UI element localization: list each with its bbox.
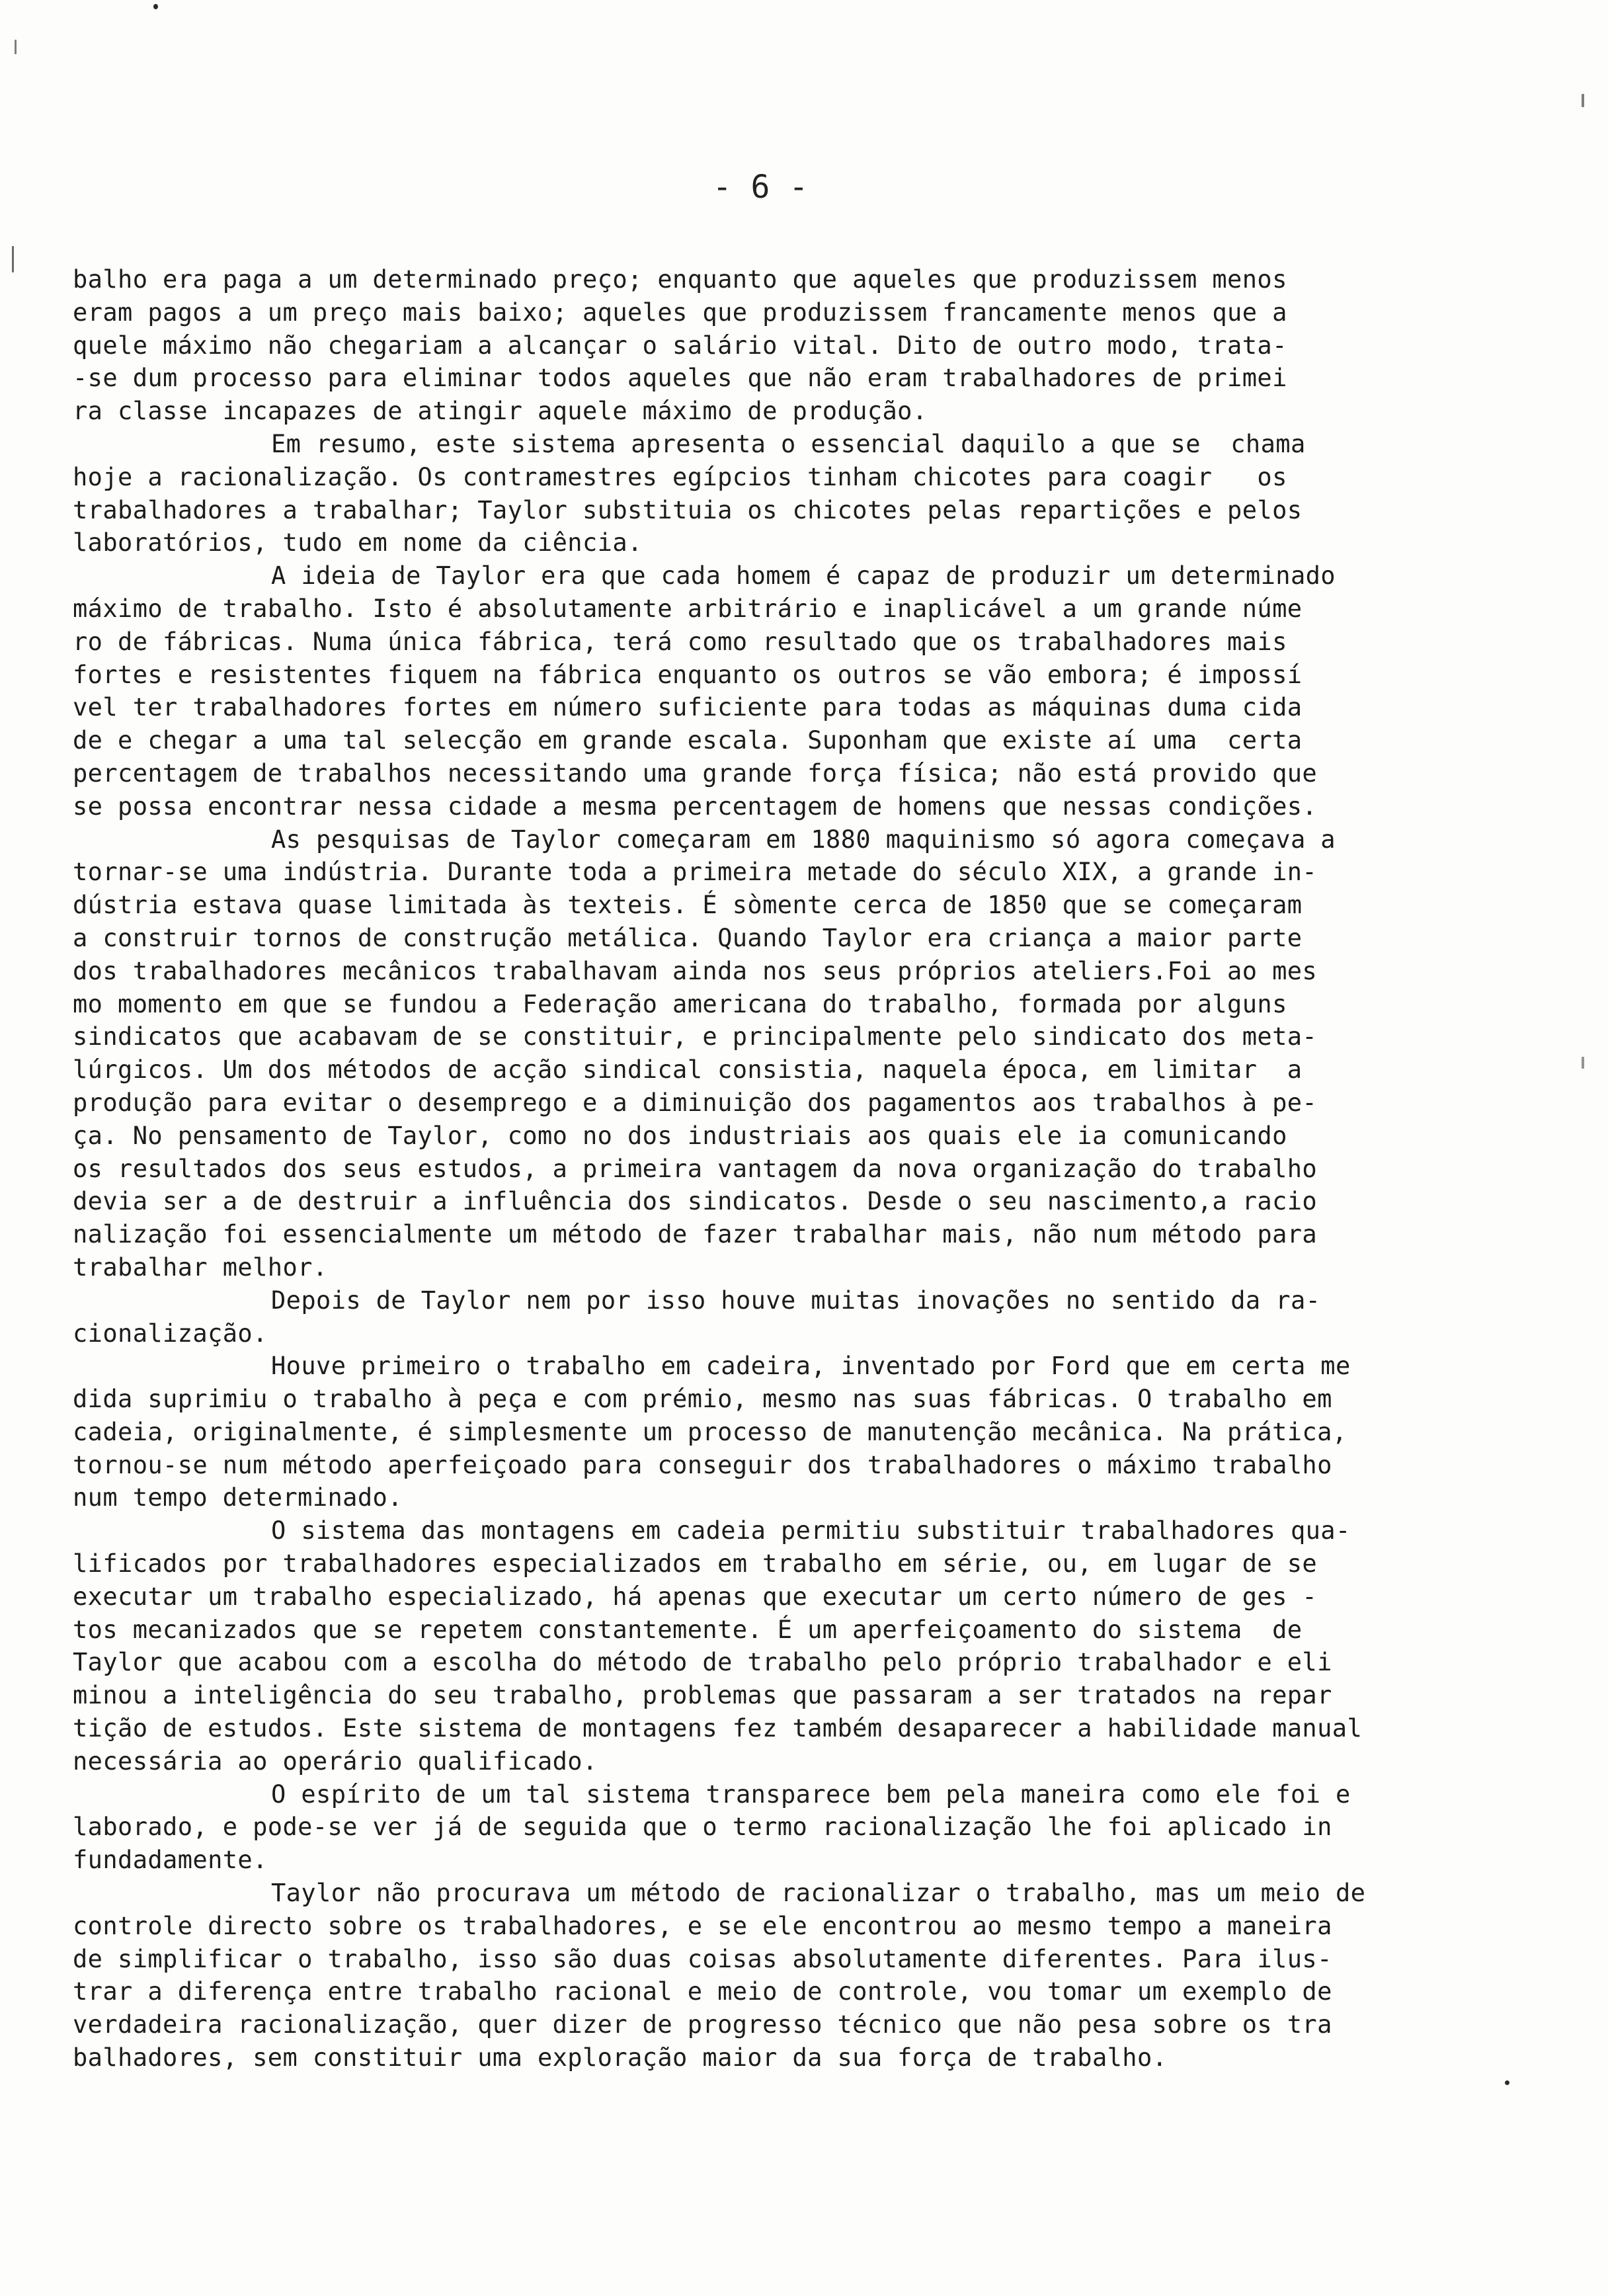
text-line: nalização foi essencialmente um método de fazer trabalhar mais, não num método para: [73, 1220, 1318, 1249]
text-line: eram pagos a um preço mais baixo; aqueles que produzissem francamente menos que a: [73, 298, 1287, 327]
text-line: dida suprimiu o trabalho à peça e com prémio, mesmo nas suas fábricas. O trabalho em: [73, 1385, 1332, 1414]
text-line: hoje a racionalização. Os contramestres egípcios tinham chicotes para coagir os: [73, 462, 1287, 491]
text-line: trabalhar melhor.: [73, 1252, 328, 1282]
scan-speck: [1505, 2080, 1509, 2085]
text-line: laborado, e pode-se ver já de seguida que o termo racionalização lhe foi aplicado in: [73, 1813, 1332, 1842]
text-line: produção para evitar o desemprego e a diminuição dos pagamentos aos trabalhos à pe-: [73, 1088, 1318, 1117]
text-line: fundadamente.: [73, 1846, 268, 1875]
text-line: máximo de trabalho. Isto é absolutamente arbitrário e inaplicável a um grande núme: [73, 594, 1303, 623]
text-line: Em resumo, este sistema apresenta o essencial daquilo a que se chama: [271, 429, 1306, 458]
text-line: executar um trabalho especializado, há apenas que executar um certo número de ges -: [73, 1582, 1318, 1611]
text-line: O espírito de um tal sistema transparece bem pela maneira como ele foi e: [271, 1780, 1351, 1809]
text-line: -se dum processo para eliminar todos aqueles que não eram trabalhadores de primei: [73, 364, 1287, 393]
text-line: Houve primeiro o trabalho em cadeira, inventado por Ford que em certa me: [271, 1352, 1351, 1381]
text-line: trar a diferença entre trabalho racional e meio de controle, vou tomar um exemplo de: [73, 1977, 1332, 2006]
text-line: num tempo determinado.: [73, 1483, 403, 1512]
text-line: trabalhadores a trabalhar; Taylor substituia os chicotes pelas repartições e pelos: [73, 495, 1303, 524]
text-line: minou a inteligência do seu trabalho, problemas que passaram a ser tratados na repar: [73, 1681, 1332, 1710]
text-line: O sistema das montagens em cadeia permitiu substituir trabalhadores qua-: [271, 1516, 1351, 1545]
text-line: balho era paga a um determinado preço; enquanto que aqueles que produzissem menos: [73, 265, 1287, 294]
text-line: Depois de Taylor nem por isso houve muitas inovações no sentido da ra-: [271, 1286, 1321, 1315]
text-line: de e chegar a uma tal selecção em grande escala. Suponham que existe aí uma certa: [73, 726, 1303, 755]
text-line: cionalização.: [73, 1319, 268, 1348]
text-line: se possa encontrar nessa cidade a mesma percentagem de homens que nessas condições.: [73, 792, 1318, 821]
text-line: devia ser a de destruir a influência dos sindicatos. Desde o seu nascimento,a racio: [73, 1187, 1318, 1216]
scan-speck: [153, 4, 158, 9]
text-line: os resultados dos seus estudos, a primeira vantagem da nova organização do trabalho: [73, 1154, 1318, 1183]
text-line: As pesquisas de Taylor começaram em 1880 maquinismo só agora começava a: [271, 825, 1336, 854]
text-line: ça. No pensamento de Taylor, como no dos industriais aos quais ele ia comunicando: [73, 1121, 1287, 1150]
text-line: necessária ao operário qualificado.: [73, 1746, 598, 1776]
text-line: controle directo sobre os trabalhadores, e se ele encontrou ao mesmo tempo a maneira: [73, 1911, 1332, 1940]
text-line: quele máximo não chegariam a alcançar o salário vital. Dito de outro modo, trata-: [73, 331, 1287, 360]
text-line: mo momento em que se fundou a Federação americana do trabalho, formada por alguns: [73, 989, 1287, 1018]
text-line: tornar-se uma indústria. Durante toda a primeira metade do século XIX, a grande in-: [73, 858, 1318, 887]
scan-speck: [12, 246, 14, 272]
text-line: balhadores, sem constituir uma exploração maior da sua força de trabalho.: [73, 2043, 1168, 2072]
text-line: fortes e resistentes fiquem na fábrica enquanto os outros se vão embora; é impossí: [73, 660, 1303, 689]
text-line: laboratórios, tudo em nome da ciência.: [73, 528, 643, 557]
text-line: Taylor não procurava um método de racionalizar o trabalho, mas um meio de: [271, 1879, 1366, 1908]
scan-speck: [1582, 1057, 1584, 1069]
text-line: Taylor que acabou com a escolha do método de trabalho pelo próprio trabalhador e eli: [73, 1648, 1332, 1677]
body-text: [73, 263, 1514, 2074]
text-line: A ideia de Taylor era que cada homem é capaz de produzir um determinado: [271, 561, 1336, 591]
text-line: lificados por trabalhadores especializados em trabalho em série, ou, em lugar de se: [73, 1549, 1318, 1578]
text-line: dos trabalhadores mecânicos trabalhavam ainda nos seus próprios ateliers.Foi ao mes: [73, 956, 1318, 985]
text-line: percentagem de trabalhos necessitando uma grande força física; não está provido que: [73, 758, 1318, 788]
text-line: cadeia, originalmente, é simplesmente um processo de manutenção mecânica. Na prática,: [73, 1417, 1347, 1446]
text-line: ra classe incapazes de atingir aquele máximo de produção.: [73, 397, 928, 426]
page-number: - 6 -: [712, 169, 809, 206]
text-line: verdadeira racionalização, quer dizer de progresso técnico que não pesa sobre os tra: [73, 2010, 1332, 2039]
text-line: tornou-se num método aperfeiçoado para conseguir dos trabalhadores o máximo trabalho: [73, 1450, 1332, 1479]
text-line: tos mecanizados que se repetem constantemente. É um aperfeiçoamento do sistema de: [73, 1615, 1303, 1644]
text-line: tição de estudos. Este sistema de montagens fez também desaparecer a habilidade manual: [73, 1714, 1363, 1743]
text-line: sindicatos que acabavam de se constituir, e principalmente pelo sindicato dos meta-: [73, 1022, 1318, 1051]
text-line: ro de fábricas. Numa única fábrica, terá como resultado que os trabalhadores mais: [73, 627, 1287, 656]
scan-speck: [15, 40, 17, 54]
text-line: vel ter trabalhadores fortes em número suficiente para todas as máquinas duma cida: [73, 693, 1303, 722]
text-line: a construir tornos de construção metálica. Quando Taylor era criança a maior parte: [73, 923, 1303, 952]
text-line: dústria estava quase limitada às texteis. É sòmente cerca de 1850 que se começaram: [73, 891, 1303, 920]
text-line: lúrgicos. Um dos métodos de acção sindical consistia, naquela época, em limitar a: [73, 1055, 1303, 1085]
scan-speck: [1582, 94, 1584, 107]
text-line: de simplificar o trabalho, isso são duas coisas absolutamente diferentes. Para ilus-: [73, 1944, 1332, 1973]
